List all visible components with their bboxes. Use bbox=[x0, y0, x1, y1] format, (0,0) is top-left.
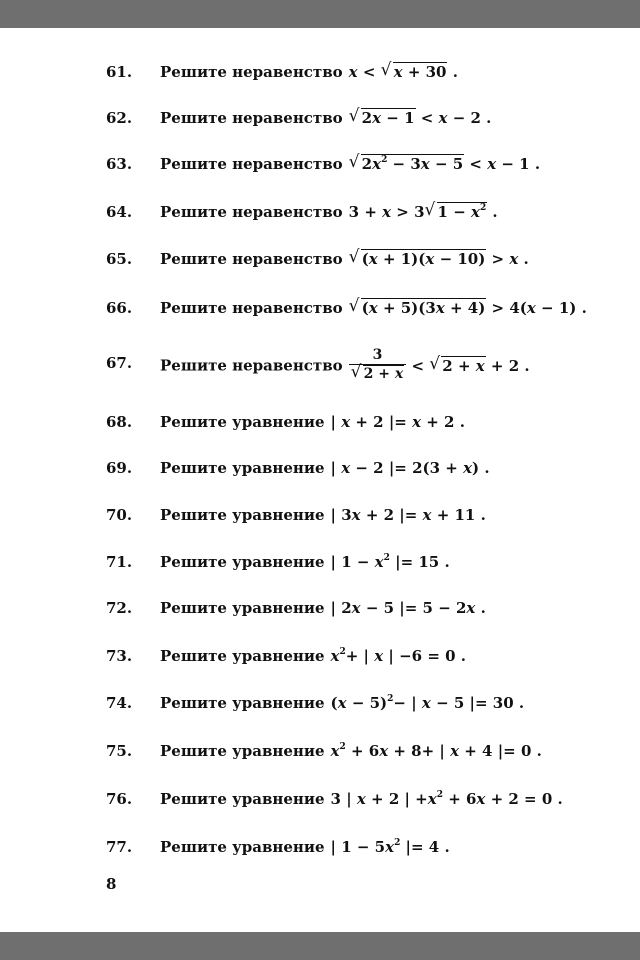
problem-text: Решите уравнение bbox=[160, 506, 325, 524]
problem-number: 73. bbox=[106, 647, 133, 665]
formula: $x^2 + 6x + 8+$ | x + 4 |= 0 . bbox=[330, 742, 542, 760]
problem-statement bbox=[160, 784, 563, 814]
problem-number: 64. bbox=[106, 203, 133, 221]
problem-statement bbox=[160, 736, 542, 766]
problem-text: Решите уравнение bbox=[160, 413, 325, 431]
problem-text: Решите уравнение bbox=[160, 742, 325, 760]
problem-number: 67. bbox=[106, 354, 133, 372]
problem-61 bbox=[0, 57, 640, 87]
problem-number: 71. bbox=[106, 553, 133, 571]
problem-74 bbox=[0, 688, 640, 718]
problem-number: 66. bbox=[106, 299, 133, 317]
formula: | 2x − 5 |= 5 − 2x . bbox=[330, 599, 486, 617]
formula: √ $2x^2 - 3x - 5 < x - 1$ . bbox=[349, 155, 540, 173]
formula: | $1 - 5x^2$ |= 4 . bbox=[330, 838, 450, 856]
problem-63 bbox=[0, 149, 640, 179]
problem-number: 70. bbox=[106, 506, 133, 524]
problem-statement bbox=[160, 593, 486, 623]
problem-77 bbox=[0, 832, 640, 862]
problem-statement bbox=[160, 453, 490, 483]
problem-statement bbox=[160, 103, 491, 133]
problem-statement bbox=[160, 197, 498, 227]
problem-number: 72. bbox=[106, 599, 133, 617]
page-number: 8 bbox=[106, 875, 117, 893]
problem-76 bbox=[0, 784, 640, 814]
problem-statement bbox=[160, 348, 530, 385]
problem-64 bbox=[0, 197, 640, 227]
problem-text: Решите уравнение bbox=[160, 599, 325, 617]
problem-number: 76. bbox=[106, 790, 133, 808]
formula: $(x - 5)^2-$ | x − 5 |= 30 . bbox=[330, 694, 525, 712]
problem-statement bbox=[160, 832, 450, 862]
problem-text: Решите уравнение bbox=[160, 647, 325, 665]
problem-text: Решите неравенство bbox=[160, 299, 343, 317]
formula: | x + 2 |= x + 2 . bbox=[330, 413, 465, 431]
problem-statement bbox=[160, 244, 529, 274]
problem-statement bbox=[160, 500, 486, 530]
problem-70 bbox=[0, 500, 640, 530]
problem-number: 68. bbox=[106, 413, 133, 431]
problem-number: 61. bbox=[106, 63, 133, 81]
problem-number: 77. bbox=[106, 838, 133, 856]
problem-text: Решите неравенство bbox=[160, 109, 343, 127]
problem-69 bbox=[0, 453, 640, 483]
top-bar bbox=[0, 0, 640, 28]
problem-text: Решите неравенство bbox=[160, 155, 343, 173]
problem-68 bbox=[0, 407, 640, 437]
problem-text: Решите уравнение bbox=[160, 838, 325, 856]
problem-statement bbox=[160, 688, 524, 718]
problem-number: 65. bbox=[106, 250, 133, 268]
problem-statement bbox=[160, 57, 458, 87]
problem-statement bbox=[160, 641, 466, 671]
formula: 3 + x > 3√ $1 - x^2$ . bbox=[349, 203, 498, 221]
problem-text: Решите уравнение bbox=[160, 459, 325, 477]
formula: 3 √ 2 + x < √ 2 + x + 2 . bbox=[349, 357, 530, 375]
formula: | x − 2 |= 2(3 + x) . bbox=[330, 459, 490, 477]
bottom-bar bbox=[0, 932, 640, 960]
problem-number: 69. bbox=[106, 459, 133, 477]
problem-text: Решите неравенство bbox=[160, 203, 343, 221]
problem-text: Решите неравенство bbox=[160, 250, 343, 268]
formula: √ (x + 1)(x − 10) > x . bbox=[349, 250, 529, 268]
problem-statement bbox=[160, 149, 540, 179]
problem-statement bbox=[160, 293, 587, 323]
problem-number: 63. bbox=[106, 155, 133, 173]
problem-67 bbox=[0, 347, 640, 382]
formula: x < √ x + 30 . bbox=[349, 63, 458, 81]
problem-statement bbox=[160, 547, 450, 577]
formula: √ (x + 5)(3x + 4) > 4(x − 1) . bbox=[349, 299, 587, 317]
problem-75 bbox=[0, 736, 640, 766]
problem-62 bbox=[0, 103, 640, 133]
problem-text: Решите уравнение bbox=[160, 553, 325, 571]
problem-66 bbox=[0, 293, 640, 323]
problem-number: 62. bbox=[106, 109, 133, 127]
problem-text: Решите уравнение bbox=[160, 790, 325, 808]
formula: | $1 - x^2$ |= 15 . bbox=[330, 553, 450, 571]
problem-statement bbox=[160, 407, 465, 437]
problem-71 bbox=[0, 547, 640, 577]
problem-text: Решите неравенство bbox=[160, 63, 343, 81]
formula: $x^2+$ | x | −6 = 0 . bbox=[330, 647, 466, 665]
problem-number: 75. bbox=[106, 742, 133, 760]
problem-number: 74. bbox=[106, 694, 133, 712]
formula: √ 2x − 1 < x − 2 . bbox=[349, 109, 492, 127]
formula: 3 | x + 2 | $+x^2 + 6x + 2 = 0$ . bbox=[330, 790, 563, 808]
problem-73 bbox=[0, 641, 640, 671]
problem-text: Решите неравенство bbox=[160, 356, 343, 375]
formula: | 3x + 2 |= x + 11 . bbox=[330, 506, 486, 524]
problem-72 bbox=[0, 593, 640, 623]
problem-text: Решите уравнение bbox=[160, 694, 325, 712]
problem-65 bbox=[0, 244, 640, 274]
document-page bbox=[0, 28, 640, 932]
